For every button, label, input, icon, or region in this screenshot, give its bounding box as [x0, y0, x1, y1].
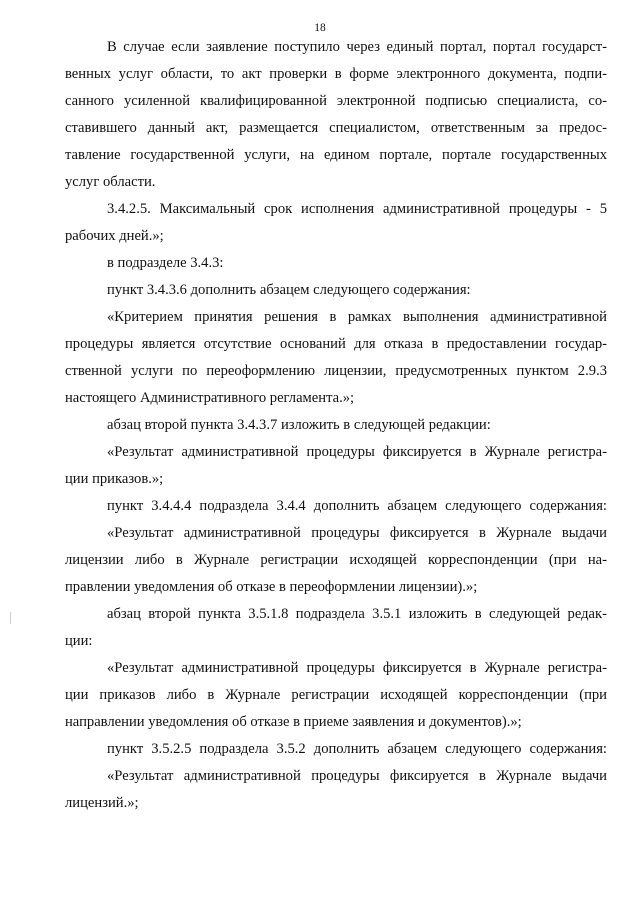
- text-line: ставившего данный акт, размещается специалистом, ответственным за предос-: [65, 120, 607, 136]
- text-line: пункт 3.4.4.4 подраздела 3.4.4 дополнить абзацем следующего содержания:: [107, 498, 607, 514]
- text-line: лицензии либо в Журнале регистрации исходящей корреспонденции (при на-: [65, 552, 607, 568]
- text-line: ции приказов либо в Журнале регистрации исходящей корреспонденции (при: [65, 687, 607, 703]
- scan-margin-mark: [10, 612, 11, 624]
- text-line: «Критерием принятия решения в рамках выполнения административной: [107, 309, 607, 325]
- text-line: в подразделе 3.4.3:: [107, 255, 224, 271]
- text-line: «Результат административной процедуры фиксируется в Журнале регистра-: [107, 444, 607, 460]
- text-line: настоящего Административного регламента.»;: [65, 390, 355, 406]
- text-line: услуг области.: [65, 174, 156, 190]
- text-line: «Результат административной процедуры фиксируется в Журнале выдачи: [107, 525, 607, 541]
- text-line: направлении уведомления об отказе в приеме заявления и документов).»;: [65, 714, 522, 730]
- text-line: пункт 3.5.2.5 подраздела 3.5.2 дополнить абзацем следующего содержания:: [107, 741, 607, 757]
- page-number: 18: [314, 22, 326, 34]
- text-line: ственной услуги по переоформлению лицензии, предусмотренных пунктом 2.9.3: [65, 363, 607, 379]
- text-line: санного усиленной квалифицированной электронной подписью специалиста, со-: [65, 93, 607, 109]
- text-line: пункт 3.4.3.6 дополнить абзацем следующего содержания:: [107, 282, 471, 298]
- text-line: ции приказов.»;: [65, 471, 164, 487]
- text-line: венных услуг области, то акт проверки в форме электронного документа, подпи-: [65, 66, 607, 82]
- text-line: ции:: [65, 633, 93, 649]
- text-line: тавление государственной услуги, на едином портале, портале государственных: [65, 147, 607, 163]
- text-line: рабочих дней.»;: [65, 228, 164, 244]
- text-line: процедуры является отсутствие оснований для отказа в предоставлении государ-: [65, 336, 607, 352]
- text-line: «Результат административной процедуры фиксируется в Журнале регистра-: [107, 660, 607, 676]
- text-line: «Результат административной процедуры фиксируется в Журнале выдачи: [107, 768, 607, 784]
- text-line: 3.4.2.5. Максимальный срок исполнения административной процедуры - 5: [107, 201, 607, 217]
- text-line: абзац второй пункта 3.4.3.7 изложить в следующей редакции:: [107, 417, 491, 433]
- text-line: В случае если заявление поступило через единый портал, портал государст-: [107, 39, 607, 55]
- text-line: абзац второй пункта 3.5.1.8 подраздела 3.5.1 изложить в следующей редак-: [107, 606, 607, 622]
- text-line: лицензий.»;: [65, 795, 139, 811]
- text-line: правлении уведомления об отказе в переоформлении лицензии).»;: [65, 579, 478, 595]
